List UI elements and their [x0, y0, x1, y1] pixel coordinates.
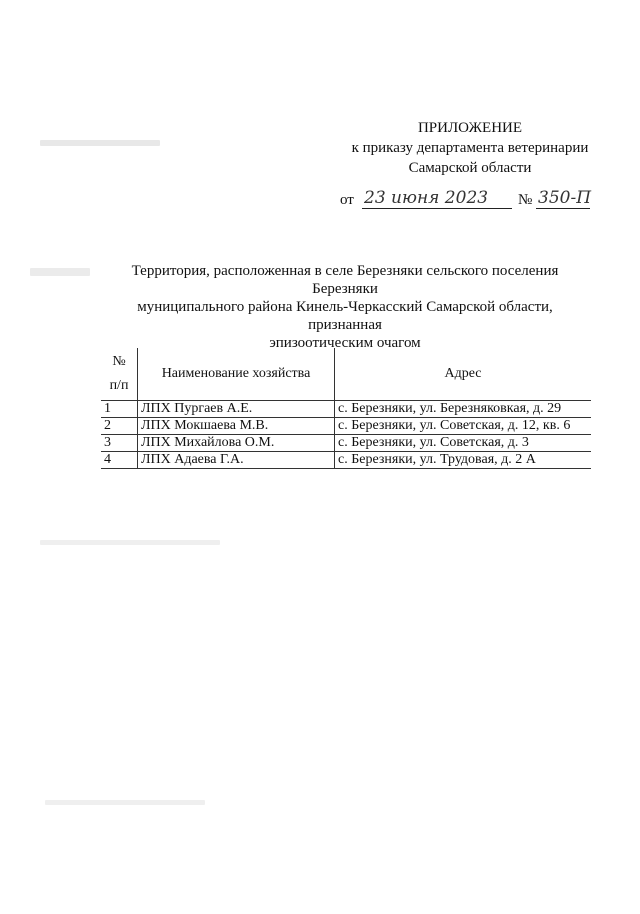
households-table — [101, 348, 591, 469]
row-name: ЛПХ Михайлова О.М. — [138, 434, 335, 451]
row-address: с. Березняки, ул. Березняковкая, д. 29 — [335, 400, 592, 417]
header-num-bottom: п/п — [109, 377, 129, 393]
scan-noise — [45, 800, 205, 805]
table-row — [101, 451, 591, 468]
order-number: 350-П — [538, 188, 592, 208]
table-row — [101, 400, 591, 417]
scan-noise — [40, 540, 220, 545]
title-line-3: эпизоотическим очагом — [269, 335, 421, 351]
row-num: 3 — [101, 434, 138, 451]
row-name: ЛПХ Пургаев А.Е. — [138, 400, 335, 417]
number-underline — [536, 208, 590, 209]
order-line — [340, 190, 600, 212]
row-num: 2 — [101, 417, 138, 434]
header-num-top: № — [112, 353, 126, 369]
number-label: № — [518, 192, 533, 208]
from-label: от — [340, 192, 354, 208]
header-address: Адрес — [335, 348, 592, 400]
title-line-2: муниципального района Кинель-Черкасский Самарской области, признанная — [137, 299, 553, 333]
title-line-1: Территория, расположенная в селе Березняки сельского поселения Березняки — [131, 263, 559, 297]
row-num: 1 — [101, 400, 138, 417]
header-num — [101, 348, 138, 400]
scan-noise — [30, 268, 90, 276]
appendix-line-2: Самарской области — [408, 160, 532, 176]
table-row — [101, 417, 591, 434]
row-name: ЛПХ Мокшаева М.В. — [138, 417, 335, 434]
table-header-row — [101, 348, 591, 400]
header-name: Наименование хозяйства — [138, 348, 335, 400]
appendix-title: ПРИЛОЖЕНИЕ — [417, 120, 523, 136]
date-underline — [362, 208, 512, 209]
row-address: с. Березняки, ул. Трудовая, д. 2 А — [335, 451, 592, 468]
row-address: с. Березняки, ул. Советская, д. 12, кв. 6 — [335, 417, 592, 434]
table-row — [101, 434, 591, 451]
row-name: ЛПХ Адаева Г.А. — [138, 451, 335, 468]
appendix-header — [340, 118, 600, 178]
row-address: с. Березняки, ул. Советская, д. 3 — [335, 434, 592, 451]
order-date: 23 июня 2023 — [364, 188, 489, 208]
appendix-line-1: к приказу департамента ветеринарии — [351, 140, 589, 156]
row-num: 4 — [101, 451, 138, 468]
document-title — [100, 262, 590, 352]
scan-noise — [40, 140, 160, 146]
